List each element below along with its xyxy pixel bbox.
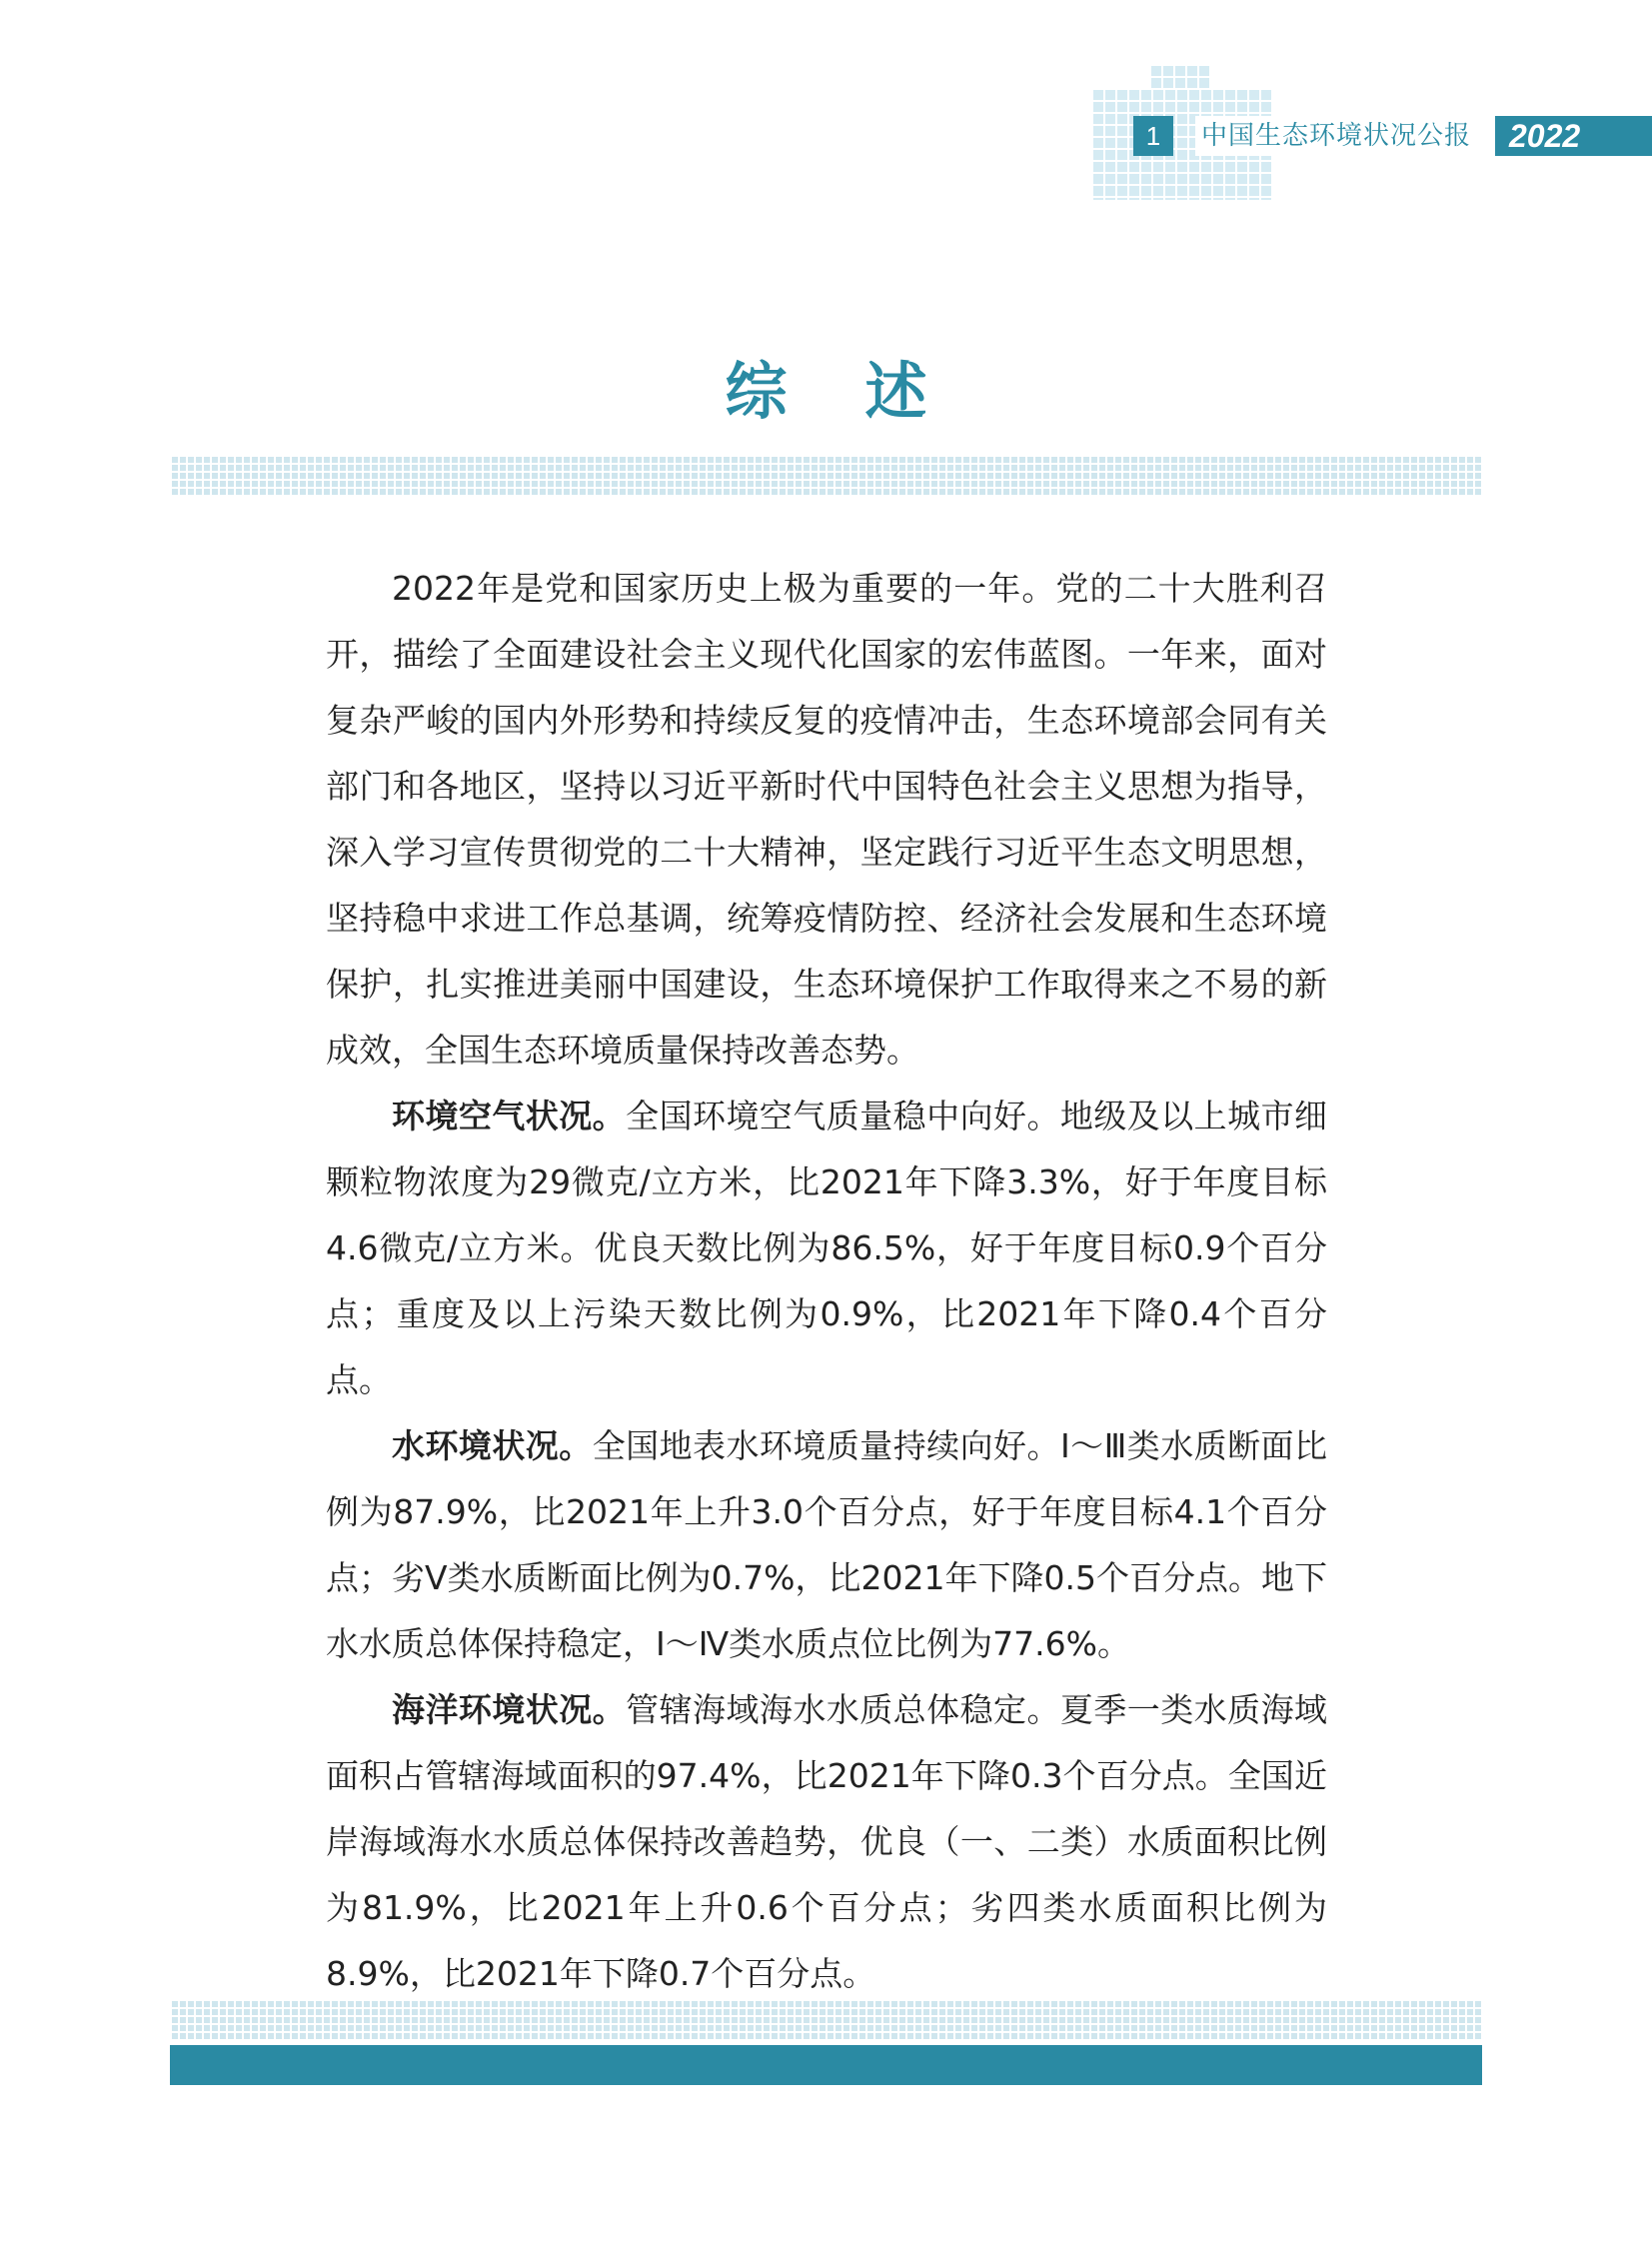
paragraph-intro: [326, 556, 1327, 1084]
paragraph-text: 管辖海域海水水质总体稳定。夏季一类水质海域面积占管辖海域面积的97.4%，比2021年下降0.3个百分点。全国近岸海域海水水质总体保持改善趋势，优良（一、二类）水质面积比例为81.9%，比2021年上升0.6个百分点；劣四类水质面积比例为8.9%，比2021年下降0.7个百分点。: [326, 1690, 1328, 1993]
paragraph-ocean: [326, 1677, 1327, 2007]
footer-bar: [170, 2045, 1482, 2085]
paragraph-lead: 水环境状况。: [392, 1426, 593, 1465]
header-decor-grid-top: [1149, 64, 1209, 90]
paragraph-air: [326, 1084, 1327, 1413]
body-text: [326, 556, 1327, 2007]
chapter-number: 1: [1133, 116, 1173, 156]
paragraph-text: 全国地表水环境质量持续向好。Ⅰ～Ⅲ类水质断面比例为87.9%，比2021年上升3.0个百分点，好于年度目标4.1个百分点；劣Ⅴ类水质断面比例为0.7%，比2021年下降0.5个百分点。地下水水质总体保持稳定，Ⅰ～Ⅳ类水质点位比例为77.6%。: [326, 1426, 1328, 1663]
paragraph-text: 全国环境空气质量稳中向好。地级及以上城市细颗粒物浓度为29微克/立方米，比2021年下降3.3%，好于年度目标4.6微克/立方米。优良天数比例为86.5%，好于年度目标0.9个百分点；重度及以上污染天数比例为0.9%，比2021年下降0.4个百分点。: [326, 1097, 1328, 1399]
paragraph-lead: 海洋环境状况。: [392, 1690, 627, 1729]
paragraph-lead: 环境空气状况。: [392, 1097, 627, 1135]
paragraph-text: 2022年是党和国家历史上极为重要的一年。党的二十大胜利召开，描绘了全面建设社会主义现代化国家的宏伟蓝图。一年来，面对复杂严峻的国内外形势和持续反复的疫情冲击，生态环境部会同有关部门和各地区，坚持以习近平新时代中国特色社会主义思想为指导，深入学习宣传贯彻党的二十大精神，坚定践行习近平生态文明思想，坚持稳中求进工作总基调，统筹疫情防控、经济社会发展和生态环境保护，扎实推进美丽中国建设，生态环境保护工作取得来之不易的新成效，全国生态环境质量保持改善态势。: [326, 569, 1327, 1070]
paragraph-water: [326, 1413, 1327, 1677]
title-decor-band: [170, 455, 1482, 497]
page-title: 综述: [725, 355, 1005, 428]
publication-year: 2022: [1495, 116, 1652, 156]
footer-decor-band: [170, 1999, 1482, 2041]
publication-title: 中国生态环境状况公报: [1195, 116, 1477, 156]
